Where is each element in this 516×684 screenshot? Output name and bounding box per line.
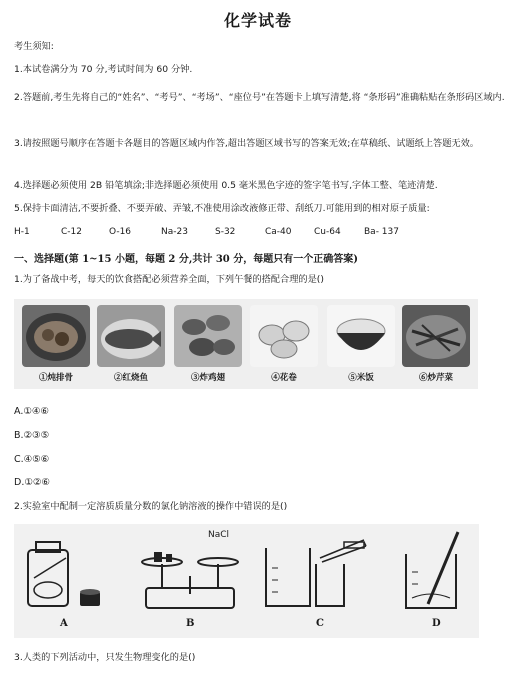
- question-3-stem: 3.人类的下列活动中，只发生物理变化的是(): [14, 652, 196, 663]
- notice-item-1: 1.本试卷满分为 70 分,考试时间为 60 分钟.: [14, 64, 193, 75]
- food-caption-2: ②红烧鱼: [113, 373, 148, 383]
- rice-bowl-image: [327, 305, 395, 367]
- reagent-bottle-spoon-image: [22, 528, 112, 618]
- notice-heading: 考生须知:: [14, 41, 54, 52]
- atomic-mass-na: Na-23: [161, 227, 188, 237]
- lab-figure-c: [260, 528, 380, 636]
- food-item-6: [402, 305, 470, 385]
- stirring-beaker-image: [398, 528, 474, 618]
- food-caption-3: ③炸鸡翅: [190, 373, 225, 383]
- atomic-mass-o: O-16: [109, 227, 132, 237]
- question-2-stem: 2.实验室中配制一定溶质质量分数的氯化钠溶液的操作中错误的是(): [14, 501, 288, 512]
- food-caption-6: ⑥炒芹菜: [418, 373, 453, 383]
- fried-wings-image: [174, 305, 242, 367]
- food-caption-5: ⑤米饭: [348, 373, 374, 383]
- notice-item-5: 5.保持卡面清洁,不要折叠、不要弄破、弄皱,不准使用涂改液修正带、刮纸刀.可能用到的相对原子质量:: [14, 203, 430, 214]
- notice-item-3: 3.请按照题号顺序在答题卡各题目的答题区域内作答,超出答题区域书写的答案无效;在草稿纸、试题纸上答题无效。: [14, 138, 479, 149]
- notice-item-4: 4.选择题必须使用 2B 铅笔填涂;非选择题必须使用 0.5 毫米黑色字迹的签字笔书写,字体工整、笔迹清楚.: [14, 180, 438, 191]
- atomic-mass-cu: Cu-64: [314, 227, 341, 237]
- food-item-5: [327, 305, 395, 385]
- q1-option-c[interactable]: C.④⑤⑥: [14, 454, 50, 465]
- q1-option-a[interactable]: A.①④⑥: [14, 406, 49, 417]
- lab-figure-strip: [14, 524, 479, 638]
- lab-caption-b: B: [186, 618, 195, 629]
- lab-figure-a: [22, 528, 112, 636]
- food-item-1: [22, 305, 90, 385]
- atomic-mass-ba: Ba- 137: [364, 227, 399, 237]
- lab-caption-d: D: [432, 618, 441, 629]
- section-heading: 一、选择题(第 1~15 小题，每题 2 分,共计 30 分，每题只有一个正确答案): [14, 254, 358, 265]
- atomic-mass-h: H-1: [14, 227, 30, 237]
- q1-option-d[interactable]: D.①②⑥: [14, 477, 50, 488]
- notice-item-2: 2.答题前,考生先将自己的“姓名”、“考号”、“考场”、“座位号”在答题卡上填写清楚,将 “条形码”准确粘贴在条形码区域内.: [14, 92, 505, 103]
- lab-caption-a: A: [60, 618, 68, 629]
- food-image-strip: [14, 299, 478, 389]
- braised-fish-image: [97, 305, 165, 367]
- q1-option-b[interactable]: B.②③⑤: [14, 430, 50, 441]
- balance-scale-image: [126, 528, 256, 618]
- food-caption-1: ①炖排骨: [38, 373, 73, 383]
- food-item-3: [174, 305, 242, 385]
- food-item-4: [250, 305, 318, 385]
- food-item-2: [97, 305, 165, 385]
- atomic-mass-ca: Ca-40: [265, 227, 292, 237]
- flower-roll-image: [250, 305, 318, 367]
- page-title: 化学试卷: [223, 11, 292, 30]
- lab-figure-b: [126, 528, 256, 636]
- pouring-beaker-image: [260, 528, 380, 618]
- fried-celery-image: [402, 305, 470, 367]
- nacl-label: NaCl: [208, 530, 230, 540]
- atomic-mass-s: S-32: [215, 227, 236, 237]
- lab-figure-d: [398, 528, 474, 636]
- lab-caption-c: C: [316, 618, 324, 629]
- question-1-stem: 1.为了备战中考，每天的饮食搭配必须营养全面，下列午餐的搭配合理的是(): [14, 274, 324, 285]
- food-caption-4: ④花卷: [271, 373, 297, 383]
- stewed-ribs-image: [22, 305, 90, 367]
- atomic-mass-c: C-12: [61, 227, 82, 237]
